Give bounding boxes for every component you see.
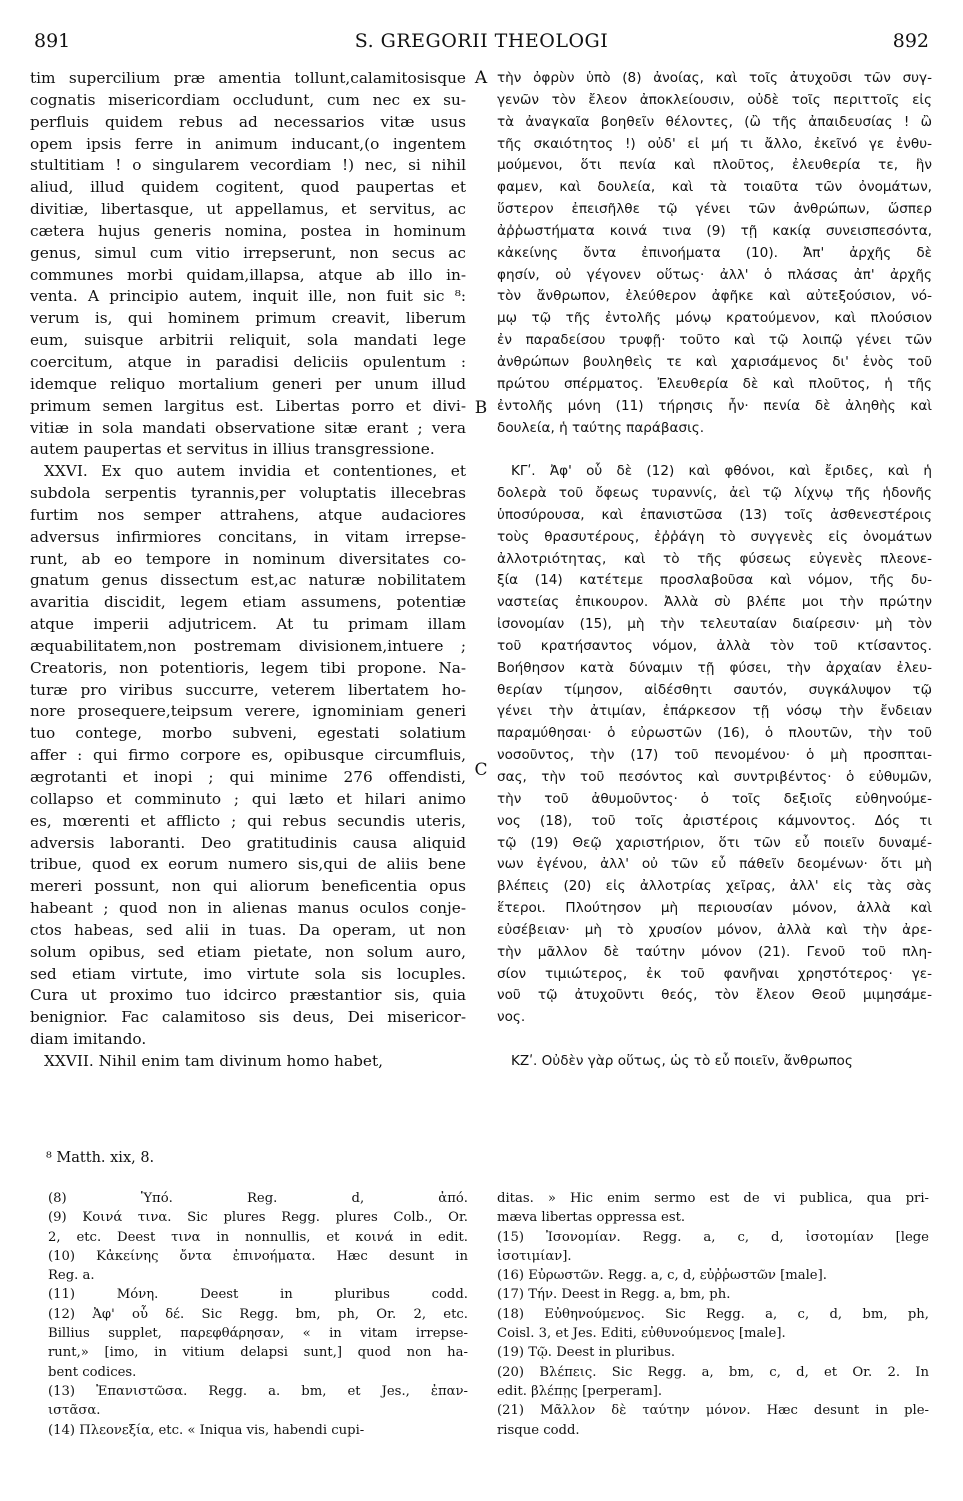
note-line: (12) Ἀφ' οὗ δέ. Sic Regg. bm, ph, Or. 2, etc. (48, 1306, 468, 1322)
greek-line: βλέπεις (20) εἰς ἀλλοτρίας χεῖρας, ἀλλ' εἰς τὰς σὰς (497, 878, 932, 895)
greek-line: θερίαν τίμησον, αἰδέσθητι σαυτόν, συγκάλυψον τῷ (497, 681, 932, 698)
greek-line: σας, τὴν τοῦ πεσόντος καὶ συντριβέντος· ὁ εὐθυμῶν, (497, 769, 932, 785)
greek-line: τὸν ἄνθρωπον, ἐλεύθερον ἀφῆκε καὶ αὐτεξούσιον, νό- (497, 288, 932, 305)
latin-line: aliud, illud quidem cogitent, quod paupertas et (30, 178, 466, 197)
latin-line: avaritia discidit, legem etiam assumens, potentiæ (30, 593, 466, 612)
latin-line: es, mœrenti et afflicto ; qui rebus secundis uteris, (30, 811, 466, 830)
greek-line: δολερὰ τοῦ ὄφεως τυραννίς, ἀεὶ τῷ λίχνῳ τῆς ἡδονῆς (497, 485, 932, 502)
note-line: mæva libertas oppressa est. (497, 1210, 686, 1226)
greek-line: νων ἐγένου, ἀλλ' οὐ τῶν εὖ πάθεῖν δεομένων· ὅτι μὴ (497, 856, 932, 873)
latin-line: cognatis misericordiam occludunt, cum nec ex su- (30, 90, 466, 109)
greek-line: πρώτου σπέρματος. Ἐλευθερία δὲ καὶ πλοῦτος, ἡ τῆς (497, 375, 932, 392)
latin-line: æquabilitatem,non postremam divisionem,intuere ; (30, 636, 466, 655)
latin-line: divitiæ, libertasque, ut appellamus, et servitus, ac (30, 200, 466, 219)
note-line: (18) Εὐθηνούμενος. Sic Regg. a, c, d, bm, ph, (497, 1306, 929, 1322)
page-header (30, 30, 933, 60)
greek-line: ἀλλοτριότητας, καὶ τὸ τῆς φύσεως εὐγενὲς πλεονε- (497, 550, 932, 567)
latin-line: mereri possunt, non qui aliorum beneficentia opus (30, 877, 466, 896)
latin-line: venta. A principio autem, inquit ille, non fuit sic ⁸: (30, 287, 466, 306)
latin-line: nore prosequere,teipsum verere, ignominiam generi (30, 702, 466, 721)
latin-line: adversis laboranti. Deo gratitudinis causa aliquid (30, 833, 466, 852)
greek-line: τοῦ κρατήσαντος νόμον, ἀλλὰ τὸν τοῦ κτίσαντος. (497, 637, 932, 654)
latin-line: idemque reliquo mortalium generi per unum illud (30, 374, 466, 393)
greek-line: μῳ τῷ τῆς ἐντολῆς μόνῳ κρατούμενον, καὶ πλούσιον (497, 310, 932, 327)
page-number-right: 892 (892, 30, 929, 52)
note-line: 2, etc. Deest τινα in nonnullis, et κοινά in edit. (48, 1229, 468, 1245)
note-line: runt,» [imo, in vitium delapsi sunt,] quod non ha- (48, 1345, 468, 1361)
greek-line: νος (18), τοῦ τοῖς ἀριστέροις κάμνοντος. Δός τι (497, 812, 932, 829)
latin-line: Cura ut proximo tuo idcirco præstantior sis, quia (30, 986, 466, 1005)
greek-line: ὕστερον ἐπεισῆλθε τῷ γένει τῶν ἀνθρώπων, ὥσπερ (497, 201, 932, 218)
latin-line: ctos habeas, sed alii in tuas. Da operam, ut non (30, 920, 466, 939)
greek-line: τὰ ἀναγκαῖα βοηθεῖν θέλοντες, (ὢ τῆς ἀπαιδευσίας ! ὢ (497, 113, 932, 130)
greek-line (497, 1029, 932, 1051)
greek-line: τὴν ὀφρὺν ὑπὸ (8) ἀνοίας, καὶ τοῖς ἀτυχοῦσι τῶν συγ- (497, 70, 932, 86)
greek-line: ἐντολῆς μόνη (11) τήρησις ἦν· πενία δὲ ἀληθὴς καὶ (497, 397, 932, 414)
latin-line: runt, ab eo tempore in nominum diversitates co- (30, 549, 466, 568)
greek-line: φαμεν, καὶ δουλεία, καὶ τὰ τοιαῦτα τῶν ὀνομάτων, (497, 179, 932, 196)
margin-marker-c: C (474, 760, 488, 780)
latin-line: sed etiam virtute, imo virtute sola sis locuples. (30, 964, 466, 983)
greek-line: μούμενοι, ὅτι πενία καὶ πλοῦτος, ἐλευθερία τε, ἣν (497, 157, 932, 174)
greek-line: Βοήθησον κατὰ δύναμιν τῇ φύσει, τὴν ἀρχαίαν ἐλευ- (497, 659, 932, 676)
latin-line: primum semen largitus est. Libertas porro et divi- (30, 396, 466, 415)
greek-line: νοσοῦντος, τὴν (17) τοῦ πενομένου· ὁ μὴ προσπται- (497, 747, 932, 764)
margin-marker-b: B (474, 398, 488, 418)
note-line: bent codices. (48, 1364, 137, 1380)
note-line: (9) Κοινά τινα. Sic plures Regg. plures Colb., Or. (48, 1210, 468, 1226)
latin-line: subdola serpentis tyrannis,per voluptatis illecebras (30, 484, 466, 503)
latin-line: autem paupertas et servitus in illius transgressione. (30, 440, 435, 459)
greek-line: τῆς σκαιότητος !) οὐδ' εἰ μή τι ἄλλο, ἐκεῖνό γε ἐνθυ- (497, 135, 932, 152)
greek-line: δουλεία, ἡ ταύτης παράβασις. (497, 419, 705, 436)
latin-line: XXVII. Nihil enim tam divinum homo habet, (44, 1051, 383, 1070)
greek-line: παραμύθησαι· ὁ εὐρωστῶν (16), ὁ πλουτῶν, τὴν τοῦ (497, 725, 932, 742)
critical-notes-right (497, 1189, 929, 1440)
latin-column (30, 68, 466, 1073)
greek-line: ἀῤῥωστήματα κοινά τινα (9) τῇ κακίᾳ συνεισπεσόντα, (497, 222, 932, 239)
latin-line: tim supercilium præ amentia tollunt,calamitosisque (30, 69, 466, 87)
page-number-left: 891 (34, 30, 71, 52)
note-line: ditas. » Hic enim sermo est de vi publica, qua pri- (497, 1191, 929, 1206)
greek-line: ἰσονομίαν (15), μὴ τὴν τελευταίαν διαίρεσιν· μὴ τὸν (497, 616, 932, 633)
latin-line: XXVI. Ex quo autem invidia et contentiones, et (44, 462, 466, 481)
note-line: (10) Κἀκείνης ὄντα ἐπινοήματα. Hæc desunt in (48, 1248, 468, 1264)
note-line: (15) Ἰσονομίαν. Regg. a, c, d, ἰσοτομίαν [lege (497, 1229, 929, 1245)
latin-line: eum, suisque arbitrii reliquit, sola mandati lege (30, 331, 466, 350)
margin-marker-a: A (474, 68, 488, 88)
greek-line: ὑποσύρουσα, καὶ ἐπανιστῶσα (13) τοῖς ἀσθενεστέροις (497, 506, 932, 523)
latin-line: furtim nos semper attrahens, atque audaciores (30, 505, 466, 524)
greek-line: εὐσέβειαν· μὴ τὸ χρυσίον μόνον, ἀλλὰ καὶ τὴν ἀρε- (497, 921, 932, 938)
latin-line: verum is, qui hominem primum creavit, liberum (30, 309, 466, 328)
note-line: Billius supplet, παρεφθάρησαν, « in vitam irrepse- (48, 1326, 468, 1342)
greek-line: γένει τὴν ἀτιμίαν, ἐπάρκεσον τῇ νόσῳ τὴν ἔνδειαν (497, 703, 932, 720)
latin-line: gnatum genus dissectum est,ac naturæ nobilitatem (30, 571, 466, 590)
latin-line: tuo contege, morbo subveni, egestati solatium (30, 724, 466, 743)
latin-line: tribue, quod ex eorum numero sis,qui de aliis bene (30, 855, 466, 874)
latin-line: benignior. Fac calamitoso sis deus, Dei misericor- (30, 1008, 466, 1027)
greek-line: γενῶν τὸν ἔλεον ἀποκλείουσιν, οὐδὲ τοῖς περιττοῖς εἰς (497, 91, 932, 108)
note-line: (14) Πλεονεξία, etc. « Iniqua vis, habendi cupi- (48, 1422, 365, 1438)
greek-line: ΚΖʹ. Οὐδὲν γὰρ οὕτως, ὡς τὸ εὖ ποιεῖν, ἄνθρωπος (511, 1052, 853, 1069)
note-line: (11) Μόνη. Deest in pluribus codd. (48, 1287, 468, 1303)
running-title: S. GREGORII THEOLOGI (354, 30, 609, 52)
greek-line: τῷ (19) Θεῷ χαριστήριον, ὅτι τῶν εὖ ποιεῖν δυναμέ- (497, 834, 932, 851)
latin-line: stultitiam ! o singularem vecordiam !) nec, si nihil (30, 156, 466, 175)
greek-line: φησίν, οὐ γέγονεν οὕτως· ἀλλ' ὁ πλάσας ἀπ' ἀρχῆς (497, 266, 932, 283)
note-line: (19) Τῷ. Deest in pluribus. (497, 1345, 676, 1361)
greek-line: ΚΓʹ. Ἀφ' οὗ δὲ (12) καὶ φθόνοι, καὶ ἔριδες, καὶ ἡ (511, 463, 932, 480)
latin-line: turæ pro viribus succurre, veterem libertatem ho- (30, 680, 466, 699)
latin-line: collapso et comminuto ; qui læto et hilari animo (30, 789, 466, 808)
greek-line: τὴν μᾶλλον δὲ ταύτην μόνον (21). Γενοῦ τοῦ πλη- (497, 943, 932, 960)
note-line: risque codd. (497, 1422, 580, 1438)
note-line: (17) Τήν. Deest in Regg. a, bm, ph. (497, 1287, 731, 1303)
latin-line: Creatoris, non potentioris, legem tibi propone. Na- (30, 658, 466, 677)
latin-line: ægrotanti et inopi ; qui minime 276 offendisti, (30, 768, 466, 786)
latin-line: cætera hujus generis nomina, postea in hominum (30, 221, 466, 240)
latin-line: solum opibus, sed etiam pietate, non solum auro, (30, 942, 466, 961)
greek-line: ἀνθρώπων βουληθεὶς τε καὶ χαρισάμενος δι' ἑνὸς τοῦ (497, 353, 932, 370)
latin-line: perfluis quidem rebus ad necessarios vitæ usus (30, 112, 466, 131)
latin-line: vitiæ in sola mandati observatione sitæ erant ; vera (30, 418, 466, 437)
latin-line: habeant ; quod non in alienas manus oculos conje- (30, 899, 466, 918)
note-line: edit. βλέπῃς [perperam]. (497, 1383, 663, 1399)
note-line: Reg. a. (48, 1268, 95, 1284)
latin-line: affer : qui firmo corpore es, opibusque circumfluis, (30, 746, 466, 765)
note-line: (21) Μᾶλλον δὲ ταύτην μόνον. Hæc desunt in ple- (497, 1403, 929, 1419)
latin-line: adversus infirmiores concitans, in vitam irrepse- (30, 527, 466, 546)
greek-line (497, 439, 932, 461)
latin-line: diam imitando. (30, 1030, 147, 1049)
greek-line: τοὺς θρασυτέρους, ἐῤῥάγη τὸ συγγενὲς εἰς ὀνομάτων (497, 528, 932, 545)
critical-notes-left (48, 1189, 468, 1440)
greek-line: κἀκείνης ὄντα ἐπινοήματα (10). Ἀπ' ἀρχῆς δὲ (497, 244, 932, 261)
note-line: ιστᾶσα. (48, 1403, 101, 1419)
latin-line: genus, simul cum vitio irrepserunt, non secus ac (30, 243, 466, 262)
note-line: ἰσοτιμίαν]. (497, 1248, 572, 1264)
greek-line: ναστείας ἐπικουρον. Ἀλλὰ σὺ βλέπε μοι τὴν πρώτην (497, 594, 932, 611)
scripture-footnote: ⁸ Matth. xix, 8. (46, 1150, 155, 1166)
greek-column (497, 68, 932, 1073)
greek-line: ξία (14) κατέτεμε προσλαβοῦσα καὶ νόμον, τῆς δυ- (497, 572, 932, 589)
note-line: (16) Εὐρωστῶν. Regg. a, c, d, εὐῤῥωστῶν [male]. (497, 1268, 827, 1284)
greek-line: νος. (497, 1009, 526, 1026)
latin-line: atque imperii adjutricem. At tu primam illam (30, 615, 466, 634)
note-line: (8) Ὑπό. Reg. d, ἀπό. (48, 1191, 468, 1206)
greek-line: ἕτεροι. Πλούτησον μὴ περιουσίαν μόνον, ἀλλὰ καὶ (497, 900, 932, 917)
latin-line: opem ipsis ferre in animum inducant,(o ingentem (30, 134, 466, 153)
latin-line: communes morbi quidam,illapsa, atque ab illo in- (30, 265, 466, 284)
latin-line: coercitum, atque in paradisi deliciis opulentum : (30, 352, 466, 371)
note-line: Coisl. 3, et Jes. Editi, εὐθυνούμενος [male]. (497, 1326, 786, 1342)
greek-line: τὴν τοῦ ἀθυμοῦντος· ὁ τοῖς δεξιοῖς εὐθηνούμε- (497, 790, 932, 807)
greek-line: νοῦ τῷ ἀτυχοῦντι θεός, τὸν ἔλεον Θεοῦ μιμησάμε- (497, 987, 932, 1004)
note-line: (13) Ἐπανιστῶσα. Regg. a. bm, et Jes., ἐπαν- (48, 1383, 468, 1399)
greek-line: ἐν παραδείσου τρυφῇ· τοῦτο καὶ τῷ λοιπῷ γένει τῶν (497, 332, 932, 349)
note-line: (20) Βλέπεις. Sic Regg. a, bm, c, d, et Or. 2. In (497, 1364, 929, 1380)
greek-line: σίον τιμιώτερος, ἐκ τοῦ φανῆναι χρηστότερος· γε- (497, 965, 932, 982)
